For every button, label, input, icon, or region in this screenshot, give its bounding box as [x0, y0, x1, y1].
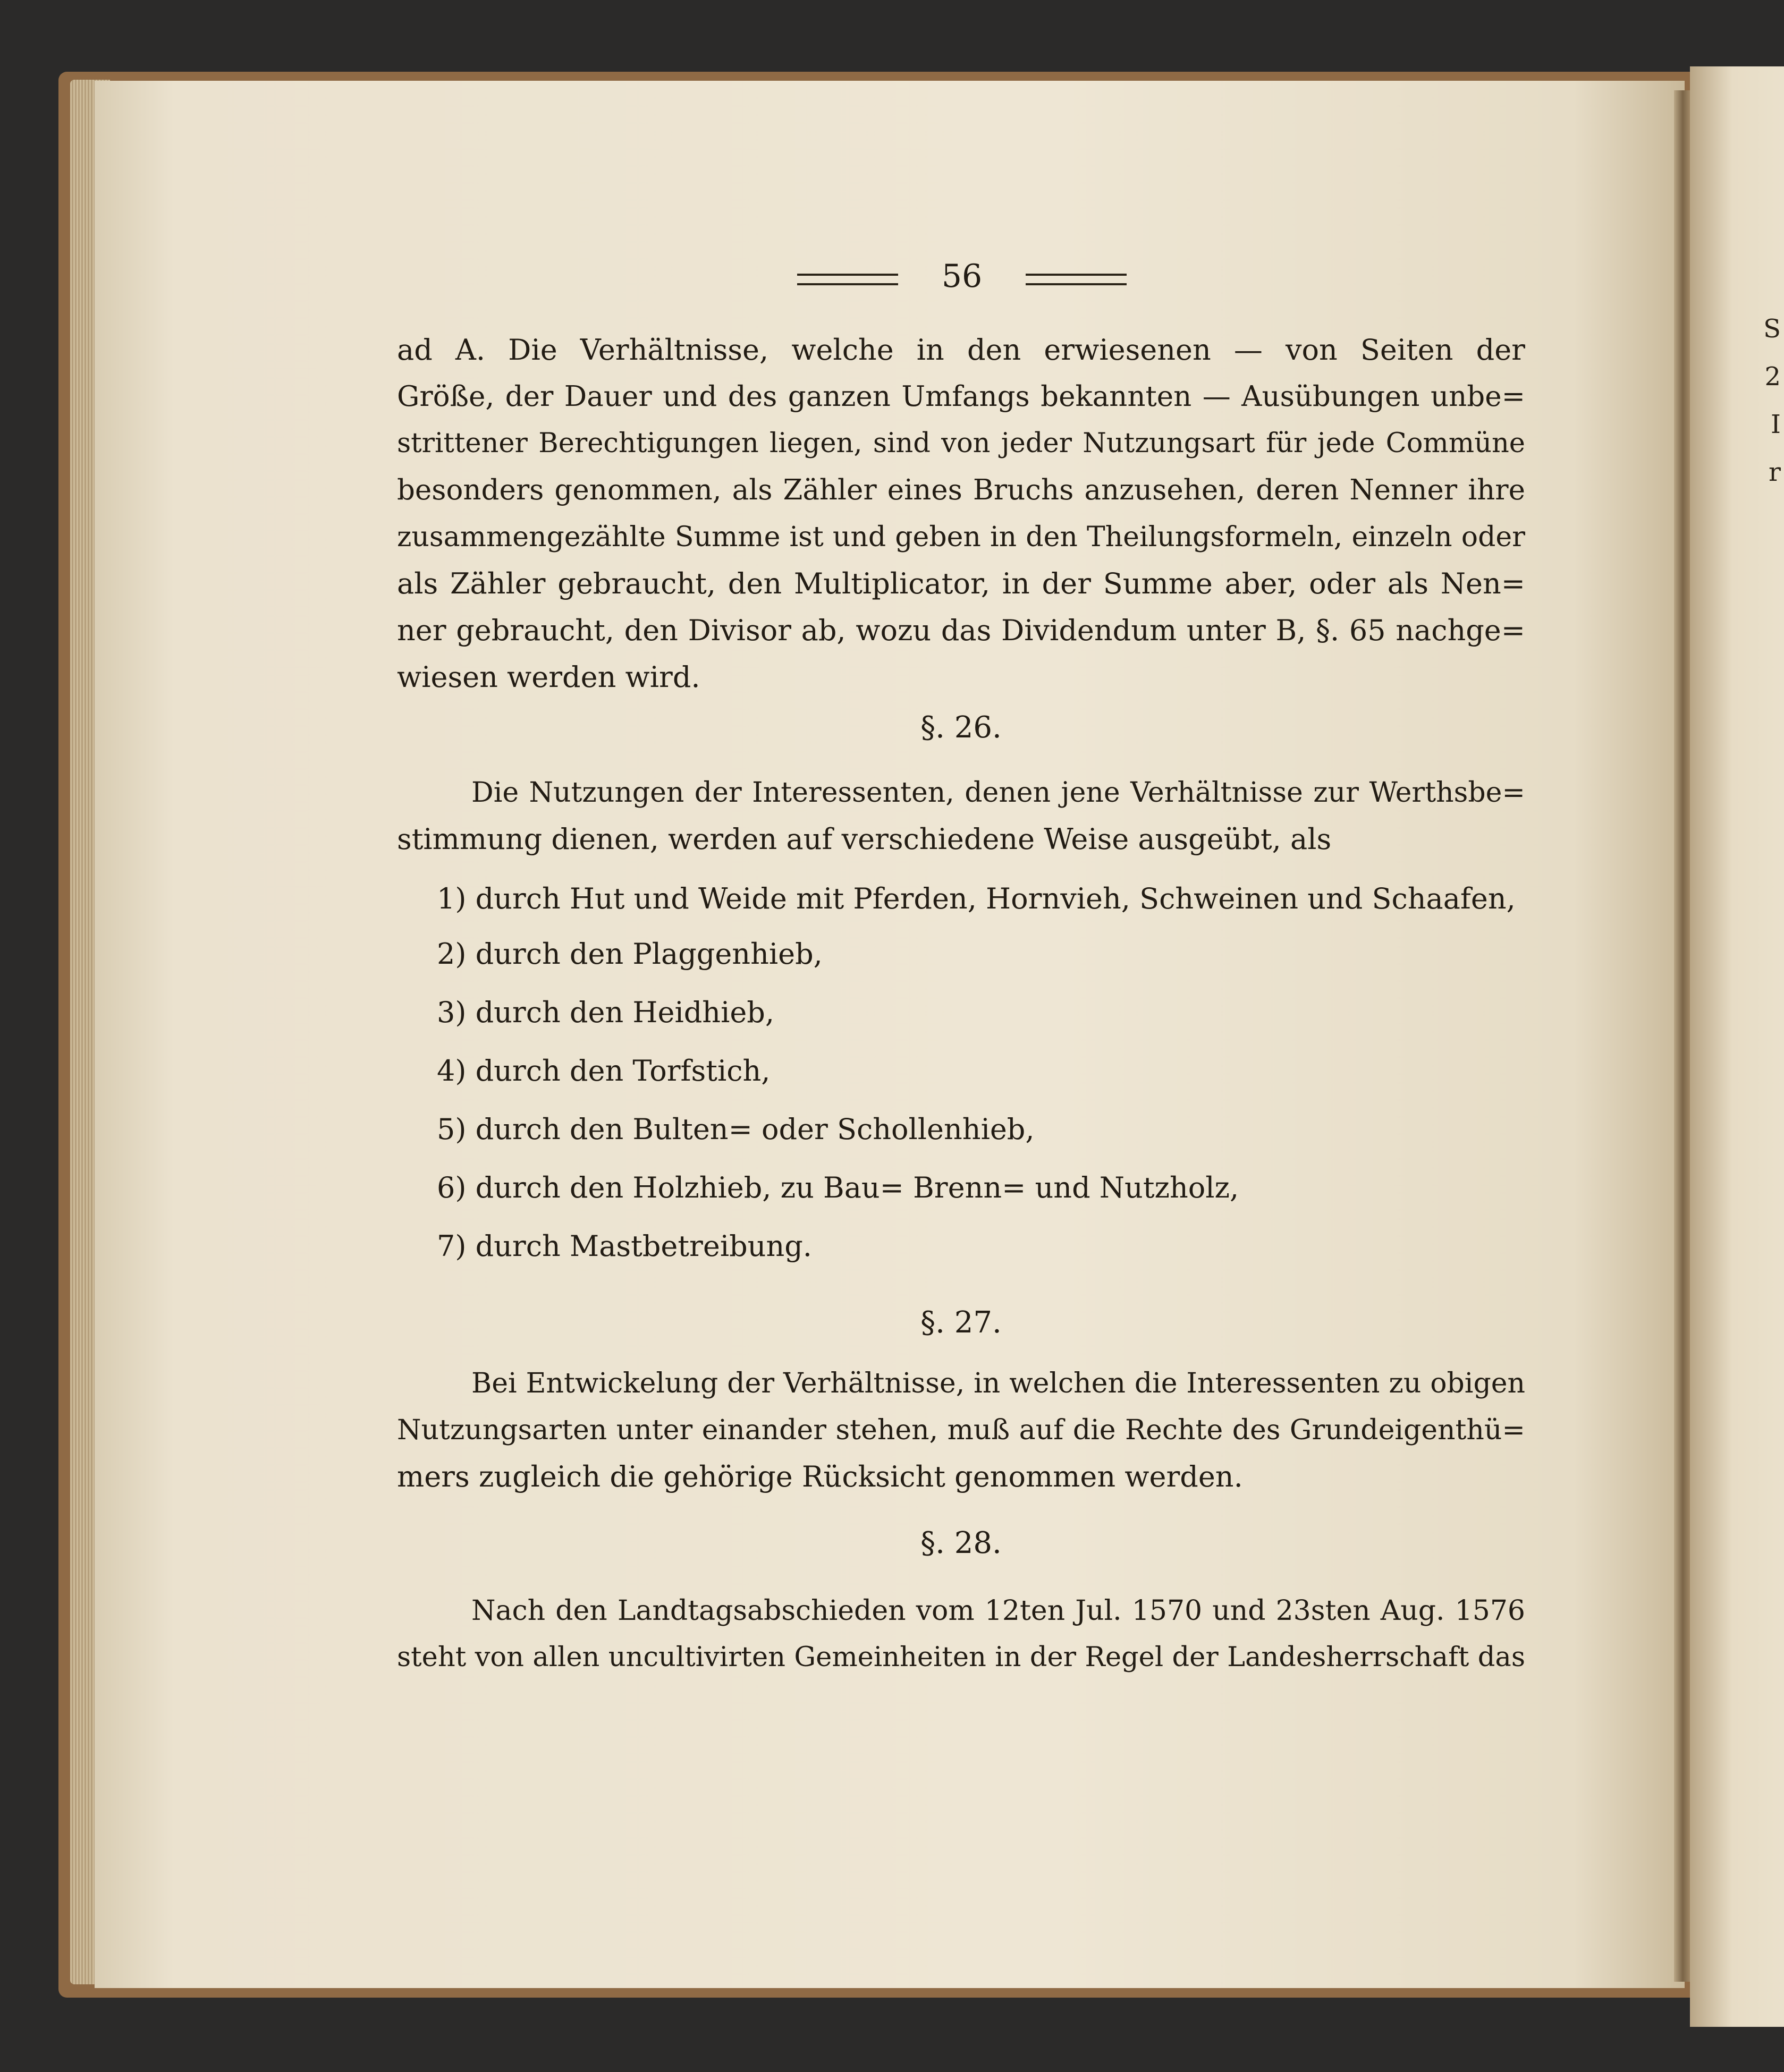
- text-line: Nach den Landtagsabschieden vom 12ten Jul. 1570 und 23sten Aug. 1576: [471, 1595, 1525, 1627]
- text-line: strittener Berechtigungen liegen, sind von jeder Nutzungsart für jede Commüne: [397, 428, 1525, 459]
- text-line: Die Nutzungen der Interessenten, denen jene Verhältnisse zur Werthsbe=: [471, 777, 1525, 809]
- facing-letter: 2: [1764, 362, 1781, 392]
- running-head: [797, 252, 1127, 300]
- page-number: 56: [941, 258, 983, 295]
- text-line: Größe, der Dauer und des ganzen Umfangs bekannten — Ausübungen unbe=: [397, 380, 1525, 413]
- list-item: 7) durch Mastbetreibung.: [437, 1229, 812, 1263]
- text-line: als Zähler gebraucht, den Multiplicator, in der Summe aber, oder als Nen=: [397, 567, 1525, 600]
- facing-letter: r: [1769, 457, 1781, 487]
- text-line: steht von allen uncultivirten Gemeinheiten in der Regel der Landesherrschaft das: [397, 1642, 1525, 1673]
- section-heading-26: §. 26.: [920, 710, 1002, 745]
- header-rule-left: [797, 274, 898, 285]
- text-line: ad A. Die Verhältnisse, welche in den erwiesenen — von Seiten der: [397, 333, 1525, 367]
- section-heading-28: §. 28.: [920, 1526, 1002, 1560]
- text-line: ner gebraucht, den Divisor ab, wozu das Dividendum unter B, §. 65 nachge=: [397, 614, 1525, 647]
- facing-letter: I: [1771, 410, 1781, 439]
- list-item: 4) durch den Torfstich,: [437, 1054, 771, 1088]
- header-rule-right: [1026, 274, 1127, 285]
- text-line: mers zugleich die gehörige Rücksicht genommen werden.: [397, 1460, 1243, 1493]
- list-item: 3) durch den Heidhieb,: [437, 996, 775, 1029]
- facing-page-edge: [1690, 66, 1784, 2027]
- text-line: zusammengezählte Summe ist und geben in den Theilungsformeln, einzeln oder: [397, 521, 1525, 553]
- text-line: Nutzungsarten unter einander stehen, muß auf die Rechte des Grundeigenthü=: [397, 1414, 1525, 1446]
- book-gutter: [1674, 90, 1690, 1982]
- section-heading-27: §. 27.: [920, 1305, 1002, 1340]
- list-item: 2) durch den Plaggenhieb,: [437, 937, 823, 971]
- facing-letter: S: [1763, 314, 1781, 344]
- text-line: Bei Entwickelung der Verhältnisse, in welchen die Interessenten zu obigen: [471, 1368, 1525, 1399]
- list-item: 1) durch Hut und Weide mit Pferden, Hornvieh, Schweinen und Schaafen,: [437, 882, 1516, 915]
- text-line: besonders genommen, als Zähler eines Bruchs anzusehen, deren Nenner ihre: [397, 474, 1525, 506]
- list-item: 6) durch den Holzhieb, zu Bau= Brenn= und Nutzholz,: [437, 1171, 1239, 1204]
- list-item: 5) durch den Bulten= oder Schollenhieb,: [437, 1113, 1035, 1146]
- text-line: stimmung dienen, werden auf verschiedene Weise ausgeübt, als: [397, 822, 1332, 856]
- text-line: wiesen werden wird.: [397, 660, 700, 694]
